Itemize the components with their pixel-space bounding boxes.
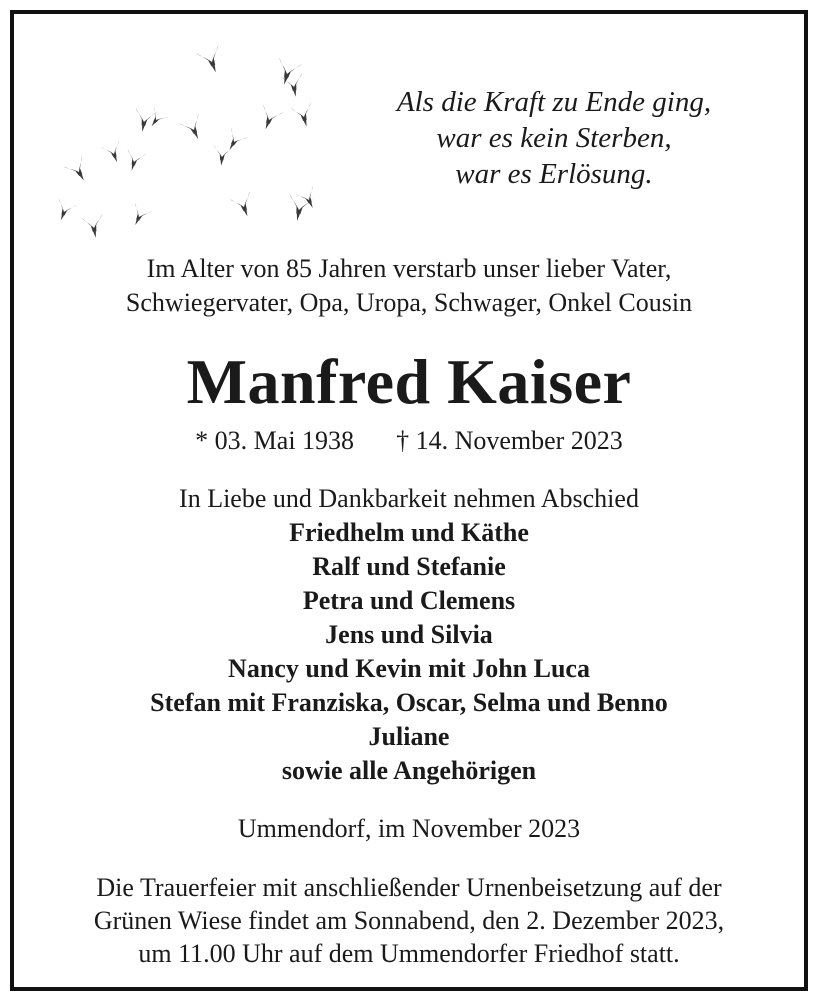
bird-icon <box>122 149 146 173</box>
mourner-name: Jens und Silvia <box>325 620 493 649</box>
service-line: um 11.00 Uhr auf dem Ummendorfer Friedhof statt. <box>138 939 680 968</box>
obituary-frame <box>10 10 808 991</box>
bird-icon <box>230 191 258 220</box>
bird-icon <box>179 114 208 144</box>
announcement-line: Im Alter von 85 Jahren verstarb unser lieber Vater, <box>146 254 672 283</box>
bird-icon <box>145 107 169 131</box>
bird-icon <box>196 45 227 77</box>
mourner-name: Juliane <box>368 722 450 751</box>
quote-line: war es Erlösung. <box>455 158 653 190</box>
mourners-list <box>14 482 804 788</box>
mourner-name: Stefan mit Franziska, Oscar, Selma und Benno <box>150 688 668 717</box>
mourners-intro: In Liebe und Dankbarkeit nehmen Abschied <box>179 484 639 513</box>
bird-icon <box>221 128 248 155</box>
death-announcement <box>14 252 804 320</box>
funeral-service-info <box>14 871 804 970</box>
bird-icon <box>212 145 233 167</box>
mourner-name: Ralf und Stefanie <box>312 552 506 581</box>
bird-icon <box>132 108 157 134</box>
mourner-name: sowie alle Angehörigen <box>281 756 537 785</box>
announcement-line: Schwiegervater, Opa, Uropa, Schwager, Onkel Cousin <box>125 288 693 317</box>
bird-icon <box>52 198 77 223</box>
mourner-name: Petra und Clemens <box>302 586 516 615</box>
place-and-date: Ummendorf, im November 2023 <box>237 814 581 843</box>
bird-icon <box>273 57 303 87</box>
service-line: Die Trauerfeier mit anschließender Urnenbeisetzung auf der <box>96 873 722 902</box>
bird-icon <box>285 194 313 223</box>
memorial-quote <box>354 84 754 192</box>
service-line: Grünen Wiese findet am Sonnabend, den 2. Dezember 2023, <box>93 906 725 935</box>
bird-icon <box>81 214 106 240</box>
bird-icon <box>63 156 93 186</box>
bird-icon <box>296 186 322 212</box>
bird-icon <box>127 203 153 229</box>
deceased-name: Manfred Kaiser <box>186 346 632 417</box>
quote-line: war es kein Sterben, <box>436 122 672 154</box>
mourner-name: Nancy und Kevin mit John Luca <box>228 654 590 683</box>
flying-birds-illustration <box>44 32 344 242</box>
bird-icon <box>101 140 126 165</box>
bird-icon <box>255 104 283 133</box>
bird-icon <box>290 102 317 129</box>
birth-date: * 03. Mai 1938 <box>195 426 355 455</box>
mourner-name: Friedhelm und Käthe <box>289 518 529 547</box>
death-date: † 14. November 2023 <box>396 426 623 455</box>
life-dates <box>14 424 804 458</box>
quote-line: Als die Kraft zu Ende ging, <box>396 86 712 118</box>
